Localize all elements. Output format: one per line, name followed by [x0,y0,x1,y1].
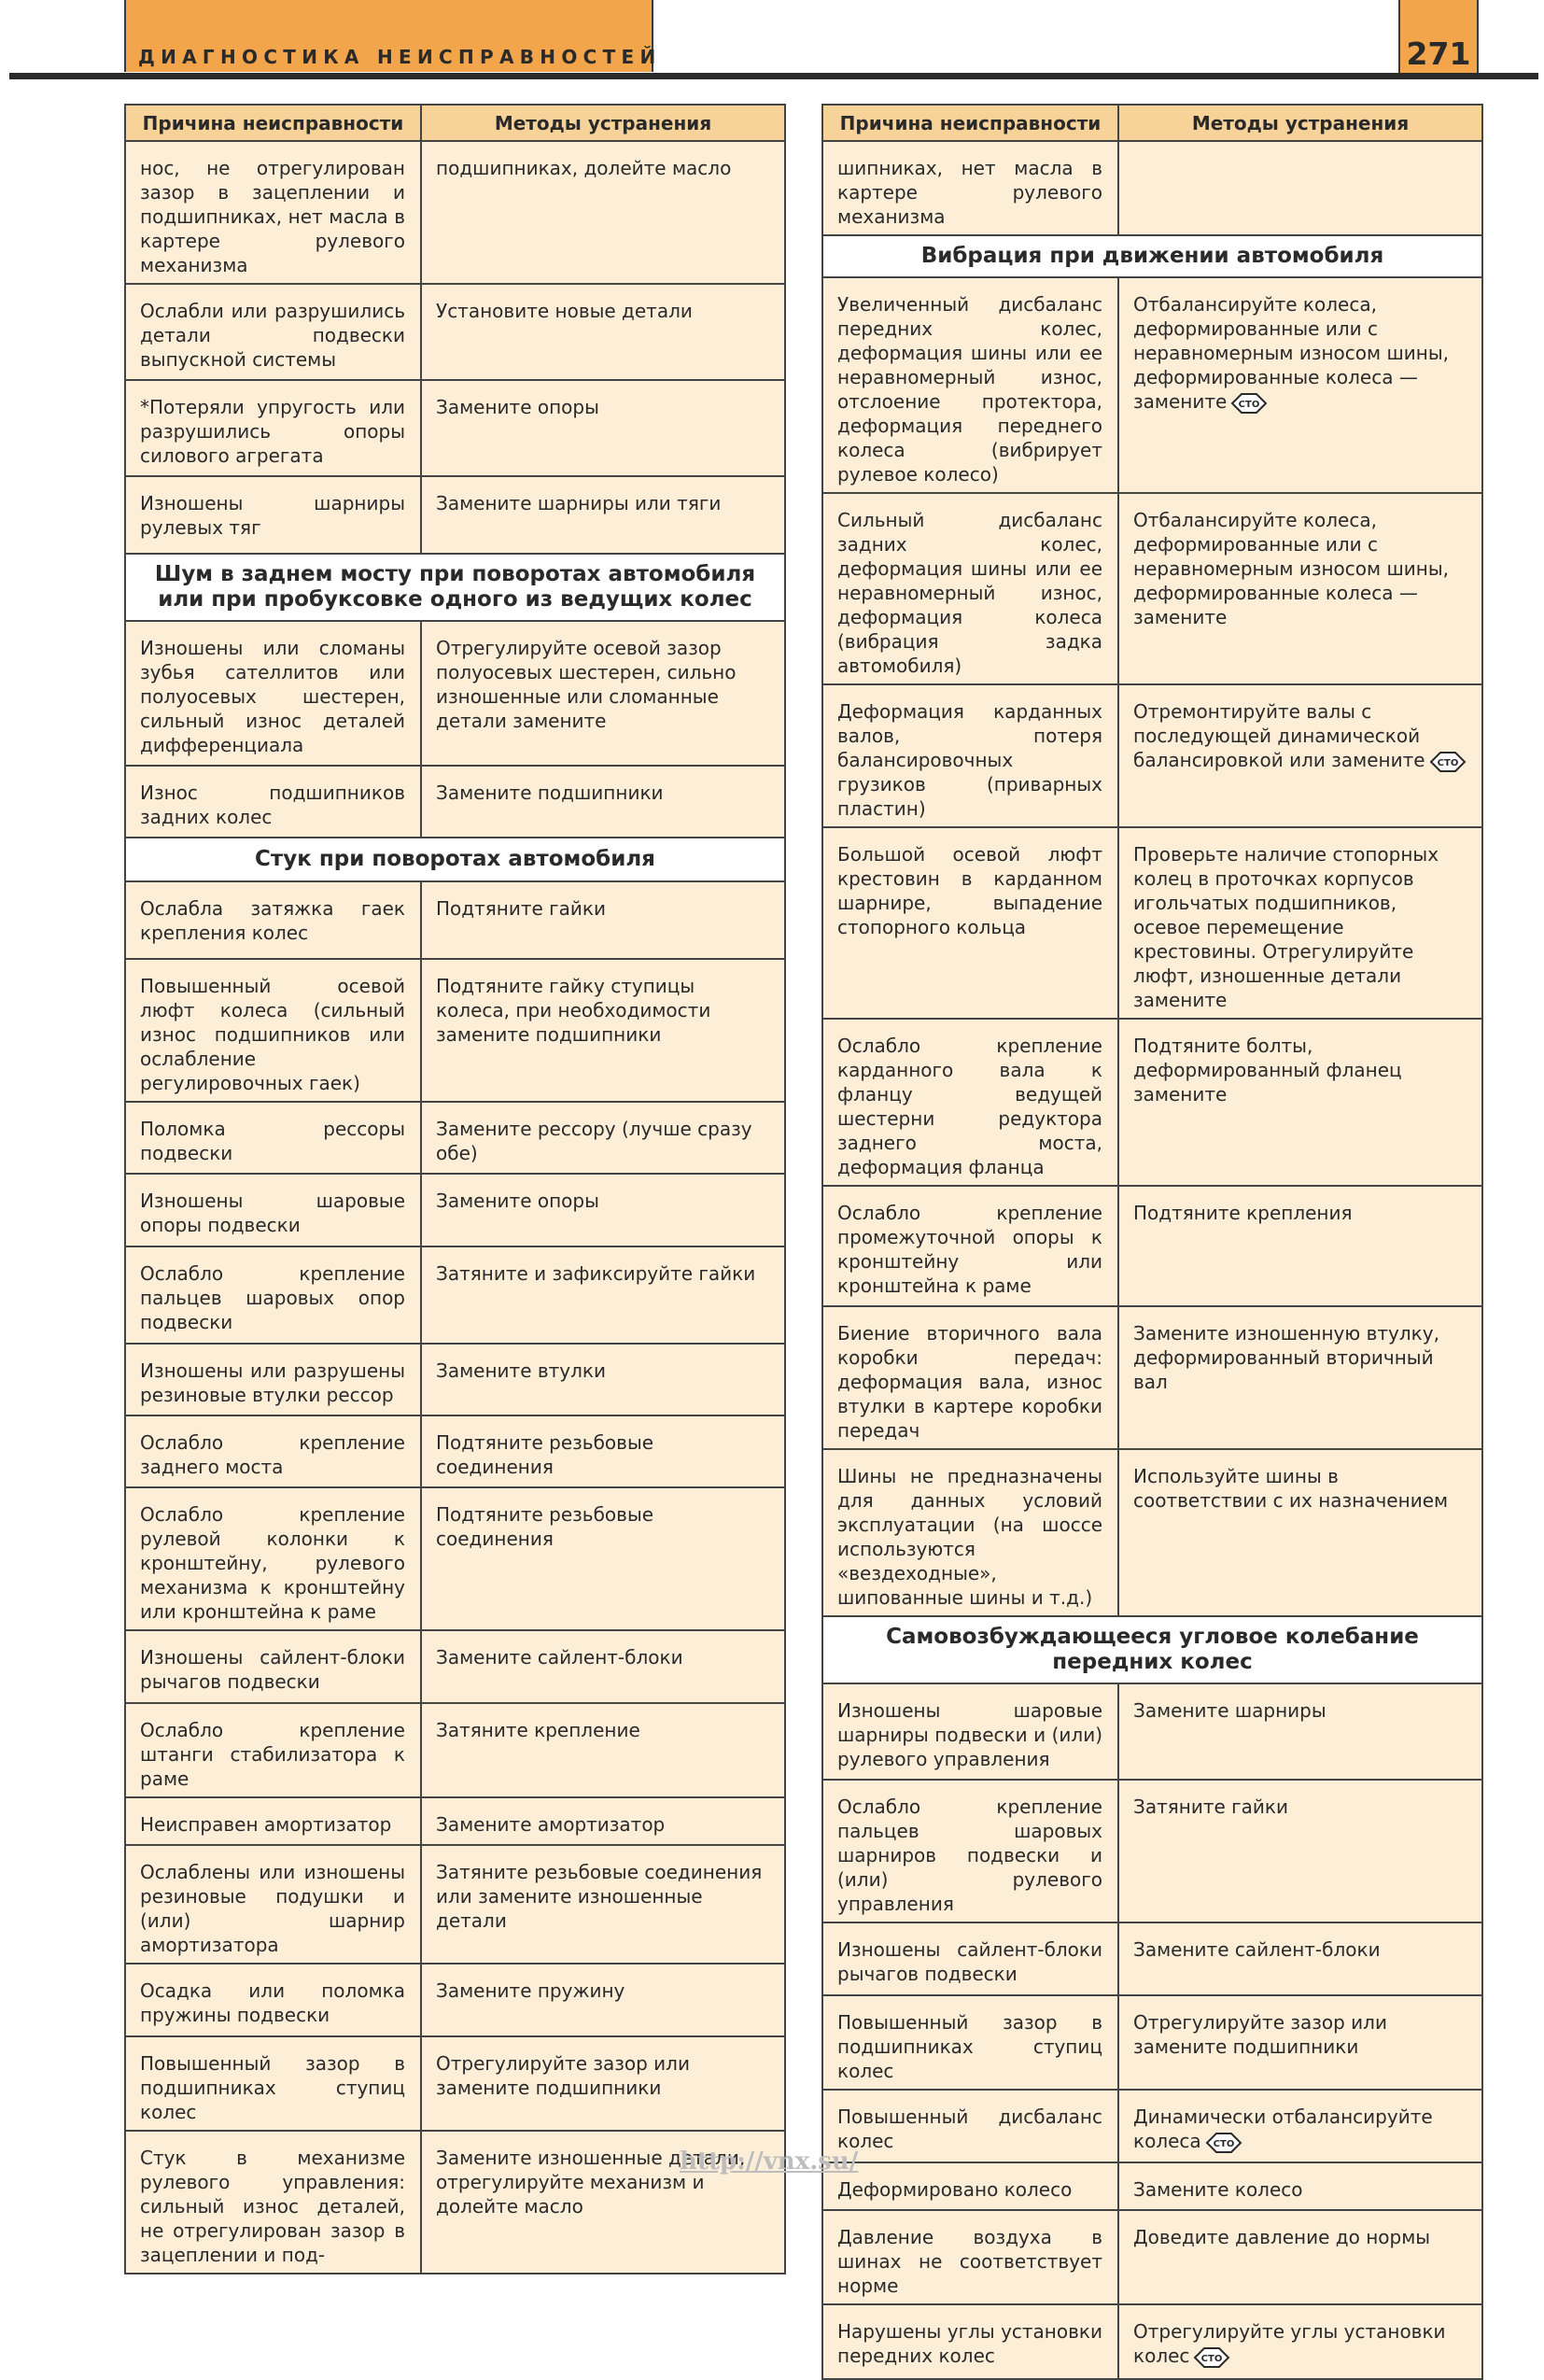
svg-text:СТО: СТО [1437,757,1458,768]
table-row [125,284,785,380]
cause-cell: Деформировано колесо [822,2162,1118,2210]
section-heading: Шум в заднем мосту при поворотах автомобиля или при пробуксовке одного из ведущих колес [125,554,785,621]
table-row [125,1703,785,1797]
remedy-cell: Затяните резьбовые соединения или замените изношенные детали [421,1845,785,1964]
right-table-body [822,141,1482,2379]
cause-cell: Повышенный осевой люфт колеса (сильный износ подшипников или ослабление регулировочных гаек) [125,959,421,1102]
left-table-body [125,141,785,2274]
table-row [125,1344,785,1415]
remedy-cell: Отремонтируйте валы с последующей динамической балансировкой или замените СТО [1118,684,1482,827]
cause-cell: Осадка или поломка пружины подвески [125,1964,421,2036]
table-header-row [125,105,785,141]
section-heading-row [125,554,785,621]
remedy-cell: Замените шарниры [1118,1683,1482,1780]
remedy-cell: Замените колесо [1118,2162,1482,2210]
table-row [822,2210,1482,2304]
cause-cell: Биение вторичного вала коробки передач: деформация вала, износ втулки в картере коробки передач [822,1306,1118,1449]
cause-cell: Изношены сайлент-блоки рычагов подвески [822,1922,1118,1995]
remedy-cell [1118,141,1482,235]
remedy-cell: Замените сайлент-блоки [1118,1922,1482,1995]
table-row [822,2162,1482,2210]
cause-cell: Повышенный зазор в подшипниках ступиц колес [125,2036,421,2131]
table-row [822,2304,1482,2379]
remedy-cell: Отрегулируйте осевой зазор полуосевых шестерен, сильно изношенные или сломанные детали замените [421,621,785,766]
table-row [125,141,785,284]
table-row [822,684,1482,827]
remedy-cell: Замените сайлент-блоки [421,1630,785,1703]
sto-service-icon [1429,751,1467,773]
table-row [125,621,785,766]
remedy-cell: Замените шарниры или тяги [421,476,785,554]
cause-cell: *Потеряли упругость или разрушились опоры силового агрегата [125,380,421,476]
cause-cell: Изношены или разрушены резиновые втулки рессор [125,1344,421,1415]
table-row [125,881,785,959]
table-row [125,766,785,838]
table-row [125,1174,785,1246]
cause-cell: Увеличенный дисбаланс передних колес, деформация шины или ее неравномерный износ, отслоение протектора, деформация переднего колеса (вибрирует рулевое колесо) [822,277,1118,493]
header-cause: Причина неисправности [822,105,1118,141]
remedy-cell: Замените опоры [421,380,785,476]
remedy-cell: Подтяните резьбовые соединения [421,1415,785,1487]
cause-cell: Изношены сайлент-блоки рычагов подвески [125,1630,421,1703]
svg-text:СТО: СТО [1238,399,1260,410]
cause-cell: Ослабли или разрушились детали подвески выпускной системы [125,284,421,380]
cause-cell: Поломка рессоры подвески [125,1102,421,1174]
cause-cell: Ослабло крепление заднего моста [125,1415,421,1487]
remedy-cell: Замените опоры [421,1174,785,1246]
table-row [822,1019,1482,1186]
table-row [125,476,785,554]
table-row [822,277,1482,493]
cause-cell: Ослабло крепление пальцев шаровых шарниров подвески и (или) рулевого управления [822,1780,1118,1922]
remedy-cell: Замените рессору (лучше сразу обе) [421,1102,785,1174]
cause-cell: Изношены шаровые опоры подвески [125,1174,421,1246]
table-row [822,1449,1482,1616]
cause-cell: Изношены или сломаны зубья сателлитов или полуосевых шестерен, сильный износ деталей дифференциала [125,621,421,766]
cause-cell: Изношены шарниры рулевых тяг [125,476,421,554]
section-heading: Стук при поворотах автомобиля [125,838,785,881]
left-column [124,104,784,2274]
remedy-cell: Затяните крепление [421,1703,785,1797]
cause-cell: Повышенный дисбаланс колес [822,2090,1118,2162]
remedy-cell: подшипниках, долейте масло [421,141,785,284]
table-row [822,2090,1482,2162]
sto-service-icon [1193,2346,1230,2369]
sto-service-icon [1205,2132,1242,2154]
remedy-cell: Динамически отбалансируйте колеса СТО [1118,2090,1482,2162]
table-row [125,1246,785,1344]
cause-cell: Ослаблены или изношены резиновые подушки и (или) шарнир амортизатора [125,1845,421,1964]
remedy-cell: Используйте шины в соответствии с их назначением [1118,1449,1482,1616]
remedy-cell: Подтяните болты, деформированный фланец замените [1118,1019,1482,1186]
right-table [821,104,1483,2380]
remedy-cell: Затяните гайки [1118,1780,1482,1922]
cause-cell: Изношены шаровые шарниры подвески и (или) рулевого управления [822,1683,1118,1780]
remedy-cell: Замените изношенную втулку, деформированный вторичный вал [1118,1306,1482,1449]
remedy-cell: Замените подшипники [421,766,785,838]
svg-text:СТО: СТО [1201,2353,1223,2364]
table-row [822,493,1482,684]
section-heading-row [822,235,1482,277]
header-remedy: Методы устранения [421,105,785,141]
table-row [125,1630,785,1703]
section-heading-row [125,838,785,881]
cause-cell: Ослабло крепление штанги стабилизатора к раме [125,1703,421,1797]
cause-cell: Неисправен амортизатор [125,1797,421,1845]
remedy-cell: Доведите давление до нормы [1118,2210,1482,2304]
table-row [125,1415,785,1487]
table-row [125,1797,785,1845]
cause-cell: Нарушены углы установки передних колес [822,2304,1118,2379]
table-row [125,1964,785,2036]
section-title: ДИАГНОСТИКА НЕИСПРАВНОСТЕЙ [138,46,662,68]
section-heading: Самовозбуждающееся угловое колебание передних колес [822,1616,1482,1683]
remedy-cell: Отбалансируйте колеса, деформированные или с неравномерным износом шины, деформированные колеса — замените СТО [1118,277,1482,493]
cause-cell: Деформация карданных валов, потеря балансировочных грузиков (приварных пластин) [822,684,1118,827]
remedy-cell: Установите новые детали [421,284,785,380]
header-rule [9,73,1538,79]
table-row [125,380,785,476]
cause-cell: Большой осевой люфт крестовин в карданном шарнире, выпадение стопорного кольца [822,827,1118,1019]
cause-cell: шипниках, нет масла в картере рулевого механизма [822,141,1118,235]
remedy-cell: Затяните и зафиксируйте гайки [421,1246,785,1344]
footer-link[interactable]: http://vnx.su/ [680,2148,859,2176]
cause-cell: Износ подшипников задних колес [125,766,421,838]
cause-cell: Шины не предназначены для данных условий эксплуатации (на шоссе используются «вездеходные», шипованные шины и т.д.) [822,1449,1118,1616]
table-row [822,1780,1482,1922]
remedy-cell: Подтяните резьбовые соединения [421,1487,785,1630]
table-row [822,827,1482,1019]
remedy-cell: Подтяните крепления [1118,1186,1482,1306]
cause-cell: Сильный дисбаланс задних колес, деформация шины или ее неравномерный износ, деформация колеса (вибрация задка автомобиля) [822,493,1118,684]
table-row [822,1683,1482,1780]
table-row [125,2036,785,2131]
cause-cell: Повышенный зазор в подшипниках ступиц колес [822,1995,1118,2090]
remedy-cell: Замените втулки [421,1344,785,1415]
section-heading: Вибрация при движении автомобиля [822,235,1482,277]
remedy-cell: Отрегулируйте углы установки колес СТО [1118,2304,1482,2379]
remedy-cell: Подтяните гайку ступицы колеса, при необходимости замените подшипники [421,959,785,1102]
cause-cell: Ослабло крепление рулевой колонки к кронштейну, рулевого механизма к кронштейну или кронштейна к раме [125,1487,421,1630]
header-remedy: Методы устранения [1118,105,1482,141]
table-row [822,141,1482,235]
remedy-cell: Замените амортизатор [421,1797,785,1845]
table-header-row [822,105,1482,141]
page-number: 271 [1406,35,1471,72]
cause-cell: Давление воздуха в шинах не соответствует норме [822,2210,1118,2304]
cause-cell: нос, не отрегулирован зазор в зацеплении и подшипниках, нет масла в картере рулевого механизма [125,141,421,284]
table-row [125,1102,785,1174]
remedy-cell: Подтяните гайки [421,881,785,959]
sto-service-icon [1230,392,1268,415]
table-row [125,1845,785,1964]
remedy-cell: Отбалансируйте колеса, деформированные или с неравномерным износом шины, деформированные колеса — замените [1118,493,1482,684]
remedy-cell: Отрегулируйте зазор или замените подшипники [421,2036,785,2131]
remedy-cell: Замените пружину [421,1964,785,2036]
remedy-cell: Отрегулируйте зазор или замените подшипники [1118,1995,1482,2090]
cause-cell: Ослабло крепление промежуточной опоры к кронштейну или кронштейна к раме [822,1186,1118,1306]
cause-cell: Стук в механизме рулевого управления: сильный износ деталей, не отрегулирован зазор в зацеплении и под- [125,2131,421,2274]
svg-text:СТО: СТО [1213,2138,1234,2149]
table-row [822,1995,1482,2090]
left-table [124,104,786,2274]
section-heading-row [822,1616,1482,1683]
header-cause: Причина неисправности [125,105,421,141]
right-column [821,104,1481,2380]
cause-cell: Ослабло крепление карданного вала к фланцу ведущей шестерни редуктора заднего моста, деформация фланца [822,1019,1118,1186]
table-row [822,1922,1482,1995]
remedy-cell: Проверьте наличие стопорных колец в проточках корпусов игольчатых подшипников, осевое перемещение крестовины. Отрегулируйте люфт, изношенные детали замените [1118,827,1482,1019]
cause-cell: Ослабло крепление пальцев шаровых опор подвески [125,1246,421,1344]
remedy-cell: Замените изношенные детали, отрегулируйте механизм и долейте масло [421,2131,785,2274]
table-row [125,1487,785,1630]
table-row [822,1186,1482,1306]
table-row [822,1306,1482,1449]
table-row [125,959,785,1102]
cause-cell: Ослабла затяжка гаек крепления колес [125,881,421,959]
